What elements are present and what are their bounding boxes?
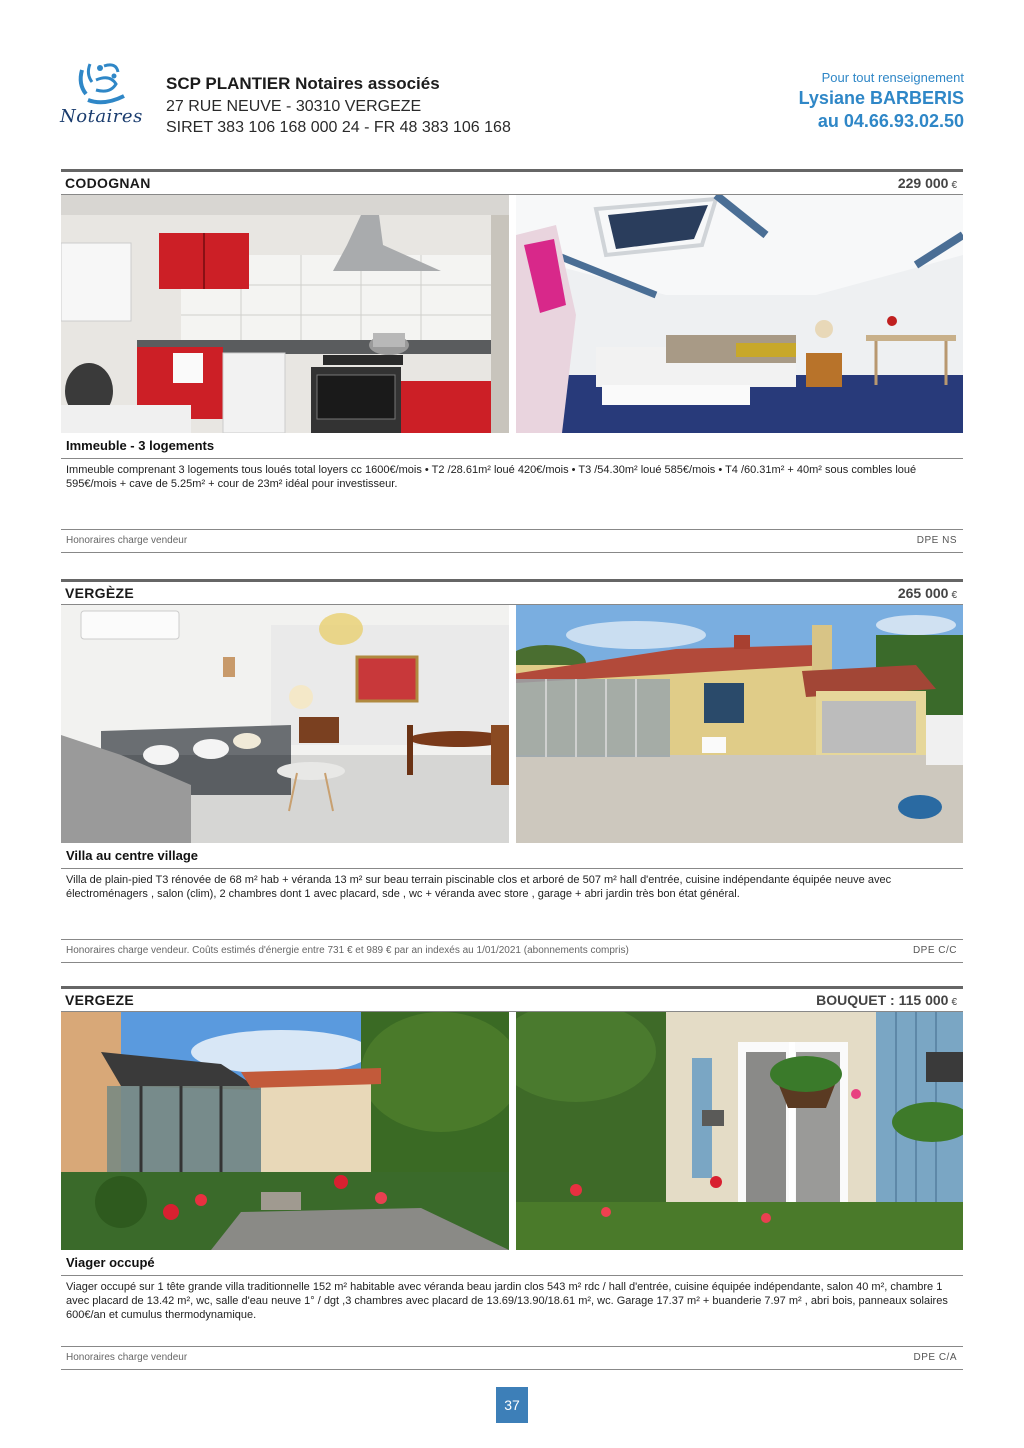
listing-footer <box>61 529 963 553</box>
listing-photos <box>61 605 963 843</box>
garden-veranda-image <box>61 1012 509 1250</box>
contact-last-name: BARBERIS <box>869 88 964 108</box>
notaires-logo <box>60 60 155 132</box>
photo-garden-veranda[interactable] <box>61 1012 509 1250</box>
photo-villa-exterior[interactable] <box>516 605 963 843</box>
listing-price-value: 229 000 <box>897 175 949 191</box>
listing-subtitle: Villa au centre village <box>61 843 963 869</box>
listing-card <box>61 169 963 553</box>
office-address: 27 RUE NEUVE - 30310 VERGEZE <box>166 98 422 115</box>
listing-currency: € <box>951 180 957 191</box>
listing-subtitle: Viager occupé <box>61 1250 963 1276</box>
listing-dpe: DPE NS <box>916 535 957 546</box>
listing-card <box>61 579 963 963</box>
listing-currency: € <box>951 590 957 601</box>
listing-title-row <box>61 172 963 195</box>
listing-subtitle: Immeuble - 3 logements <box>61 433 963 459</box>
villa-exterior-image <box>516 605 963 843</box>
listing-dpe: DPE C/C <box>912 945 957 956</box>
contact-info <box>799 70 964 132</box>
listing-price-value: 265 000 <box>897 585 949 601</box>
living-room-image <box>61 605 509 843</box>
listing-title-row <box>61 989 963 1012</box>
bedroom-image <box>516 195 963 433</box>
photo-bedroom[interactable] <box>516 195 963 433</box>
photo-living-room[interactable] <box>61 605 509 843</box>
listing-price <box>898 585 957 601</box>
photo-patio[interactable] <box>516 1012 963 1250</box>
listing-fees: Honoraires charge vendeur <box>66 535 188 546</box>
photo-kitchen[interactable] <box>61 195 509 433</box>
page-number: 37 <box>496 1387 528 1423</box>
listing-price <box>898 175 957 191</box>
listing-fees: Honoraires charge vendeur. Coûts estimés d'énergie entre 731 € et 989 € par an indexés au 1/01/2021 (abonnements compris) <box>66 945 629 956</box>
logo-wordmark: Notaires <box>60 106 143 127</box>
listing-description: Villa de plain-pied T3 rénovée de 68 m² hab + véranda 13 m² sur beau terrain piscinable clos et arboré de 507 m² hall d'entrée, cuisine indépendante équipée neuve avec électroménagers , salon (clim), 2 chambres dont 1 avec placard, sde , wc + véranda avec store , garage + abri jardin très bon état général. <box>66 874 892 900</box>
office-siret: SIRET 383 106 168 000 24 - FR 48 383 106 168 <box>166 119 511 136</box>
listing-fees: Honoraires charge vendeur <box>66 1352 188 1363</box>
listing-description: Viager occupé sur 1 tête grande villa traditionnelle 152 m² habitable avec véranda beau jardin clos 543 m² rdc / hall d'entrée, cuisine équipée indépendante, salon 40 m², chambre 1 avec placard de 13.42 m², wc, salle d'eau neuve 1° / dgt ,3 chambres avec placard de 13.69/13.90/18.61 m², wc. Garage 17.37 m² + buanderie 7.97 m² , abri bois, panneaux solaires 600€/an et cumulus thermodynamique. <box>66 1281 948 1321</box>
office-info <box>166 74 511 138</box>
office-name: SCP PLANTIER Notaires associés <box>166 74 440 93</box>
listing-price-value: BOUQUET : 115 000 <box>816 992 949 1008</box>
listing-footer <box>61 939 963 963</box>
contact-phone[interactable]: au 04.66.93.02.50 <box>817 111 964 131</box>
listing-city: VERGEZE <box>65 992 135 1008</box>
kitchen-image <box>61 195 509 433</box>
listing-dpe: DPE C/A <box>913 1352 957 1363</box>
listing-photos <box>61 195 963 433</box>
listing-currency: € <box>951 997 957 1008</box>
listing-photos <box>61 1012 963 1250</box>
listing-title-row <box>61 582 963 605</box>
listing-price <box>816 992 957 1008</box>
contact-person <box>799 88 964 109</box>
listing-footer <box>61 1346 963 1370</box>
notaires-emblem-icon <box>74 60 134 108</box>
patio-image <box>516 1012 963 1250</box>
listing-city: VERGÈZE <box>65 585 135 601</box>
listing-description: Immeuble comprenant 3 logements tous loués total loyers cc 1600€/mois • T2 /28.61m² loué 420€/mois • T3 /54.30m² loué 585€/mois • T4 /60.31m² + 40m² sous combles loué 595€/mois + cave de 5.25m² + cour de 23m² idéal pour investisseur. <box>66 464 917 490</box>
contact-intro: Pour tout renseignement <box>821 70 964 85</box>
contact-first-name: Lysiane <box>798 88 865 108</box>
listing-card <box>61 986 963 1370</box>
listing-city: CODOGNAN <box>65 175 151 191</box>
page-header <box>60 58 964 148</box>
